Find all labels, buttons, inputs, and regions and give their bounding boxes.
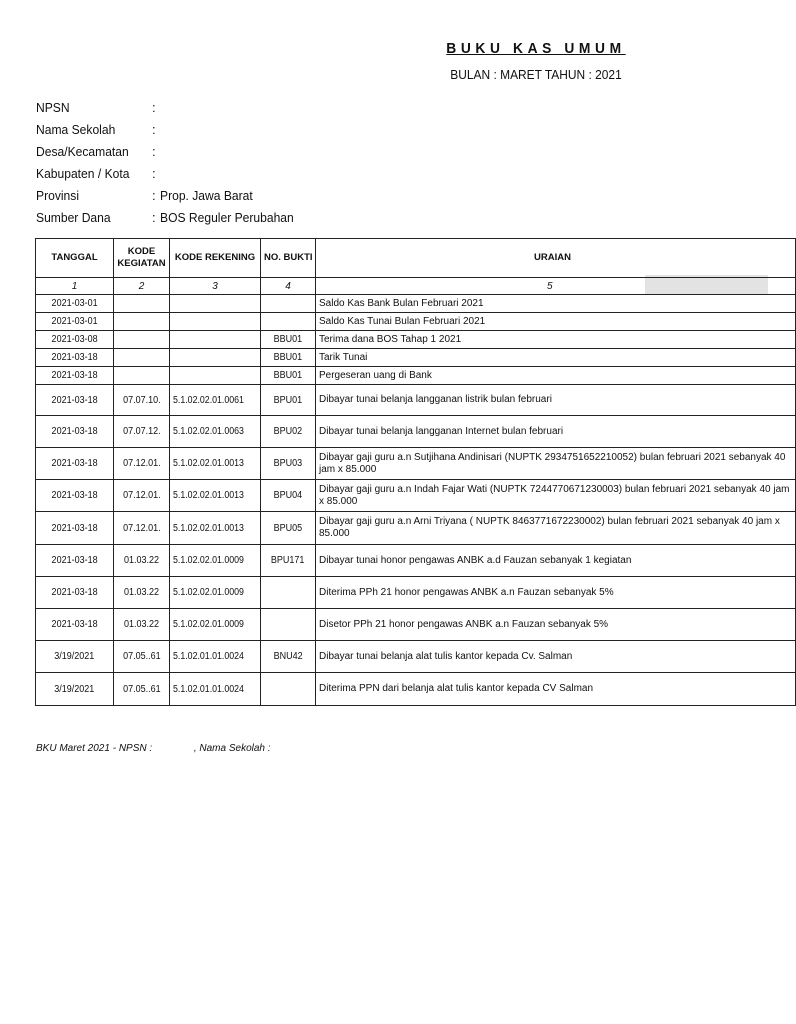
- table-row: [36, 545, 796, 577]
- header-kode-kegiatan: KODE KEGIATAN: [114, 239, 170, 278]
- cell-kode-rekening: 5.1.02.01.01.0024: [170, 673, 261, 706]
- table-row: [36, 385, 796, 416]
- cell-no-bukti: BNU42: [261, 641, 316, 673]
- cell-tanggal: 2021-03-01: [36, 313, 114, 331]
- table-row: [36, 313, 796, 331]
- cell-uraian: Dibayar tunai belanja alat tulis kantor kepada Cv. Salman: [316, 641, 796, 673]
- info-label: Desa/Kecamatan: [36, 144, 129, 159]
- cell-tanggal: 2021-03-18: [36, 609, 114, 641]
- table-row: [36, 295, 796, 313]
- cell-tanggal: 2021-03-18: [36, 512, 114, 545]
- column-number: 3: [170, 278, 261, 295]
- info-row-nama-sekolah: [36, 119, 304, 141]
- title-box: [420, 38, 652, 62]
- cell-no-bukti: BPU01: [261, 385, 316, 416]
- cell-uraian: Dibayar gaji guru a.n Arni Triyana ( NUPTK 8463771672230002) bulan februari 2021 sebanyak 40 jam x 85.000: [316, 512, 796, 545]
- info-row-kabupaten-kota: [36, 163, 304, 185]
- cell-uraian: Disetor PPh 21 honor pengawas ANBK a.n Fauzan sebanyak 5%: [316, 609, 796, 641]
- cell-kode-kegiatan: 07.12.01.: [114, 512, 170, 545]
- table-row: [36, 416, 796, 448]
- cell-kode-rekening: 5.1.02.01.01.0024: [170, 641, 261, 673]
- info-row-npsn: [36, 97, 304, 119]
- info-label: NPSN: [36, 100, 70, 115]
- column-number: 1: [36, 278, 114, 295]
- table-row: [36, 367, 796, 385]
- cell-no-bukti: BPU171: [261, 545, 316, 577]
- cell-uraian: Terima dana BOS Tahap 1 2021: [316, 331, 796, 349]
- cell-kode-kegiatan: [114, 313, 170, 331]
- cell-uraian: Dibayar gaji guru a.n Sutjihana Andinisari (NUPTK 2934751652210052) bulan februari 2021 sebanyak 40 jam x 85.000: [316, 448, 796, 480]
- cell-kode-kegiatan: 01.03.22: [114, 577, 170, 609]
- cell-tanggal: 3/19/2021: [36, 673, 114, 706]
- table-row: [36, 480, 796, 512]
- cell-kode-rekening: [170, 331, 261, 349]
- document-title: BUKU KAS UMUM: [446, 40, 626, 57]
- cell-kode-kegiatan: 01.03.22: [114, 609, 170, 641]
- info-label: Provinsi: [36, 188, 80, 203]
- info-label: Sumber Dana: [36, 210, 111, 225]
- cell-tanggal: 2021-03-18: [36, 349, 114, 367]
- info-label: Kabupaten / Kota: [36, 166, 130, 181]
- table-row: [36, 609, 796, 641]
- cell-uraian: Dibayar tunai belanja langganan listrik bulan februari: [316, 385, 796, 416]
- info-row-provinsi: [36, 185, 304, 207]
- cell-kode-rekening: [170, 367, 261, 385]
- table-row: [36, 331, 796, 349]
- column-number: 4: [261, 278, 316, 295]
- header-uraian: URAIAN: [316, 239, 796, 278]
- cell-no-bukti: BPU02: [261, 416, 316, 448]
- cell-tanggal: 2021-03-18: [36, 480, 114, 512]
- info-colon: :: [152, 210, 156, 225]
- column-number: 5: [316, 278, 796, 295]
- kas-table: [35, 238, 796, 706]
- cell-tanggal: 2021-03-18: [36, 545, 114, 577]
- cell-uraian: Diterima PPN dari belanja alat tulis kantor kepada CV Salman: [316, 673, 796, 706]
- cell-tanggal: 2021-03-01: [36, 295, 114, 313]
- info-value: Prop. Jawa Barat: [160, 188, 253, 203]
- cell-kode-rekening: 5.1.02.02.01.0009: [170, 545, 261, 577]
- cell-tanggal: 2021-03-18: [36, 385, 114, 416]
- table-row: [36, 349, 796, 367]
- cell-kode-kegiatan: 07.07.10.: [114, 385, 170, 416]
- subtitle-box: [420, 66, 652, 83]
- cell-no-bukti: BPU05: [261, 512, 316, 545]
- cell-kode-rekening: 5.1.02.02.01.0009: [170, 609, 261, 641]
- cell-uraian: Diterima PPh 21 honor pengawas ANBK a.n Fauzan sebanyak 5%: [316, 577, 796, 609]
- cell-tanggal: 2021-03-18: [36, 577, 114, 609]
- document-subtitle: BULAN : MARET TAHUN : 2021: [450, 67, 622, 82]
- cell-uraian: Saldo Kas Tunai Bulan Februari 2021: [316, 313, 796, 331]
- cell-kode-kegiatan: [114, 331, 170, 349]
- info-label: Nama Sekolah: [36, 122, 116, 137]
- cell-tanggal: 3/19/2021: [36, 641, 114, 673]
- info-value: BOS Reguler Perubahan: [160, 210, 294, 225]
- header-no-bukti: NO. BUKTI: [261, 239, 316, 278]
- cell-uraian: Pergeseran uang di Bank: [316, 367, 796, 385]
- cell-kode-rekening: [170, 349, 261, 367]
- info-colon: :: [152, 188, 156, 203]
- school-info: [36, 97, 304, 229]
- table-row: [36, 448, 796, 480]
- cell-kode-kegiatan: 07.07.12.: [114, 416, 170, 448]
- cell-no-bukti: [261, 295, 316, 313]
- table-row: [36, 512, 796, 545]
- info-row-sumber-dana: [36, 207, 304, 229]
- cell-no-bukti: [261, 609, 316, 641]
- cell-uraian: Dibayar tunai honor pengawas ANBK a.d Fauzan sebanyak 1 kegiatan: [316, 545, 796, 577]
- cell-tanggal: 2021-03-18: [36, 416, 114, 448]
- cell-uraian: Dibayar gaji guru a.n Indah Fajar Wati (NUPTK 7244770671230003) bulan februari 2021 sebanyak 40 jam x 85.000: [316, 480, 796, 512]
- cell-kode-kegiatan: [114, 367, 170, 385]
- cell-no-bukti: BBU01: [261, 367, 316, 385]
- header-tanggal: TANGGAL: [36, 239, 114, 278]
- cell-no-bukti: BPU04: [261, 480, 316, 512]
- cell-kode-rekening: 5.1.02.02.01.0013: [170, 448, 261, 480]
- info-row-desa-kecamatan: [36, 141, 304, 163]
- cell-kode-rekening: 5.1.02.02.01.0013: [170, 512, 261, 545]
- info-colon: :: [152, 100, 156, 115]
- table-row: [36, 673, 796, 706]
- info-colon: :: [152, 166, 156, 181]
- cell-kode-rekening: 5.1.02.02.01.0013: [170, 480, 261, 512]
- cell-uraian: Dibayar tunai belanja langganan Internet bulan februari: [316, 416, 796, 448]
- cell-no-bukti: [261, 577, 316, 609]
- table-row: [36, 641, 796, 673]
- cell-no-bukti: BPU03: [261, 448, 316, 480]
- cell-tanggal: 2021-03-18: [36, 367, 114, 385]
- cell-kode-kegiatan: [114, 349, 170, 367]
- cell-kode-kegiatan: 07.12.01.: [114, 448, 170, 480]
- cell-uraian: Tarik Tunai: [316, 349, 796, 367]
- cell-no-bukti: [261, 673, 316, 706]
- column-number: 2: [114, 278, 170, 295]
- cell-kode-rekening: [170, 313, 261, 331]
- cell-no-bukti: BBU01: [261, 349, 316, 367]
- cell-no-bukti: [261, 313, 316, 331]
- cell-tanggal: 2021-03-08: [36, 331, 114, 349]
- cell-uraian: Saldo Kas Bank Bulan Februari 2021: [316, 295, 796, 313]
- table-header-row: [36, 239, 796, 278]
- cell-kode-kegiatan: 01.03.22: [114, 545, 170, 577]
- column-number-row: [36, 278, 796, 295]
- cell-kode-kegiatan: 07.12.01.: [114, 480, 170, 512]
- cell-kode-rekening: 5.1.02.02.01.0063: [170, 416, 261, 448]
- page-footer: BKU Maret 2021 - NPSN : , Nama Sekolah :: [36, 743, 271, 754]
- cell-no-bukti: BBU01: [261, 331, 316, 349]
- cell-kode-kegiatan: 07.05..61: [114, 673, 170, 706]
- header-kode-rekening: KODE REKENING: [170, 239, 261, 278]
- cell-tanggal: 2021-03-18: [36, 448, 114, 480]
- cell-kode-rekening: [170, 295, 261, 313]
- cell-kode-rekening: 5.1.02.02.01.0009: [170, 577, 261, 609]
- cell-kode-rekening: 5.1.02.02.01.0061: [170, 385, 261, 416]
- table-row: [36, 577, 796, 609]
- cell-kode-kegiatan: 07.05..61: [114, 641, 170, 673]
- kas-table-wrapper: [35, 238, 790, 706]
- info-colon: :: [152, 144, 156, 159]
- cell-kode-kegiatan: [114, 295, 170, 313]
- info-colon: :: [152, 122, 156, 137]
